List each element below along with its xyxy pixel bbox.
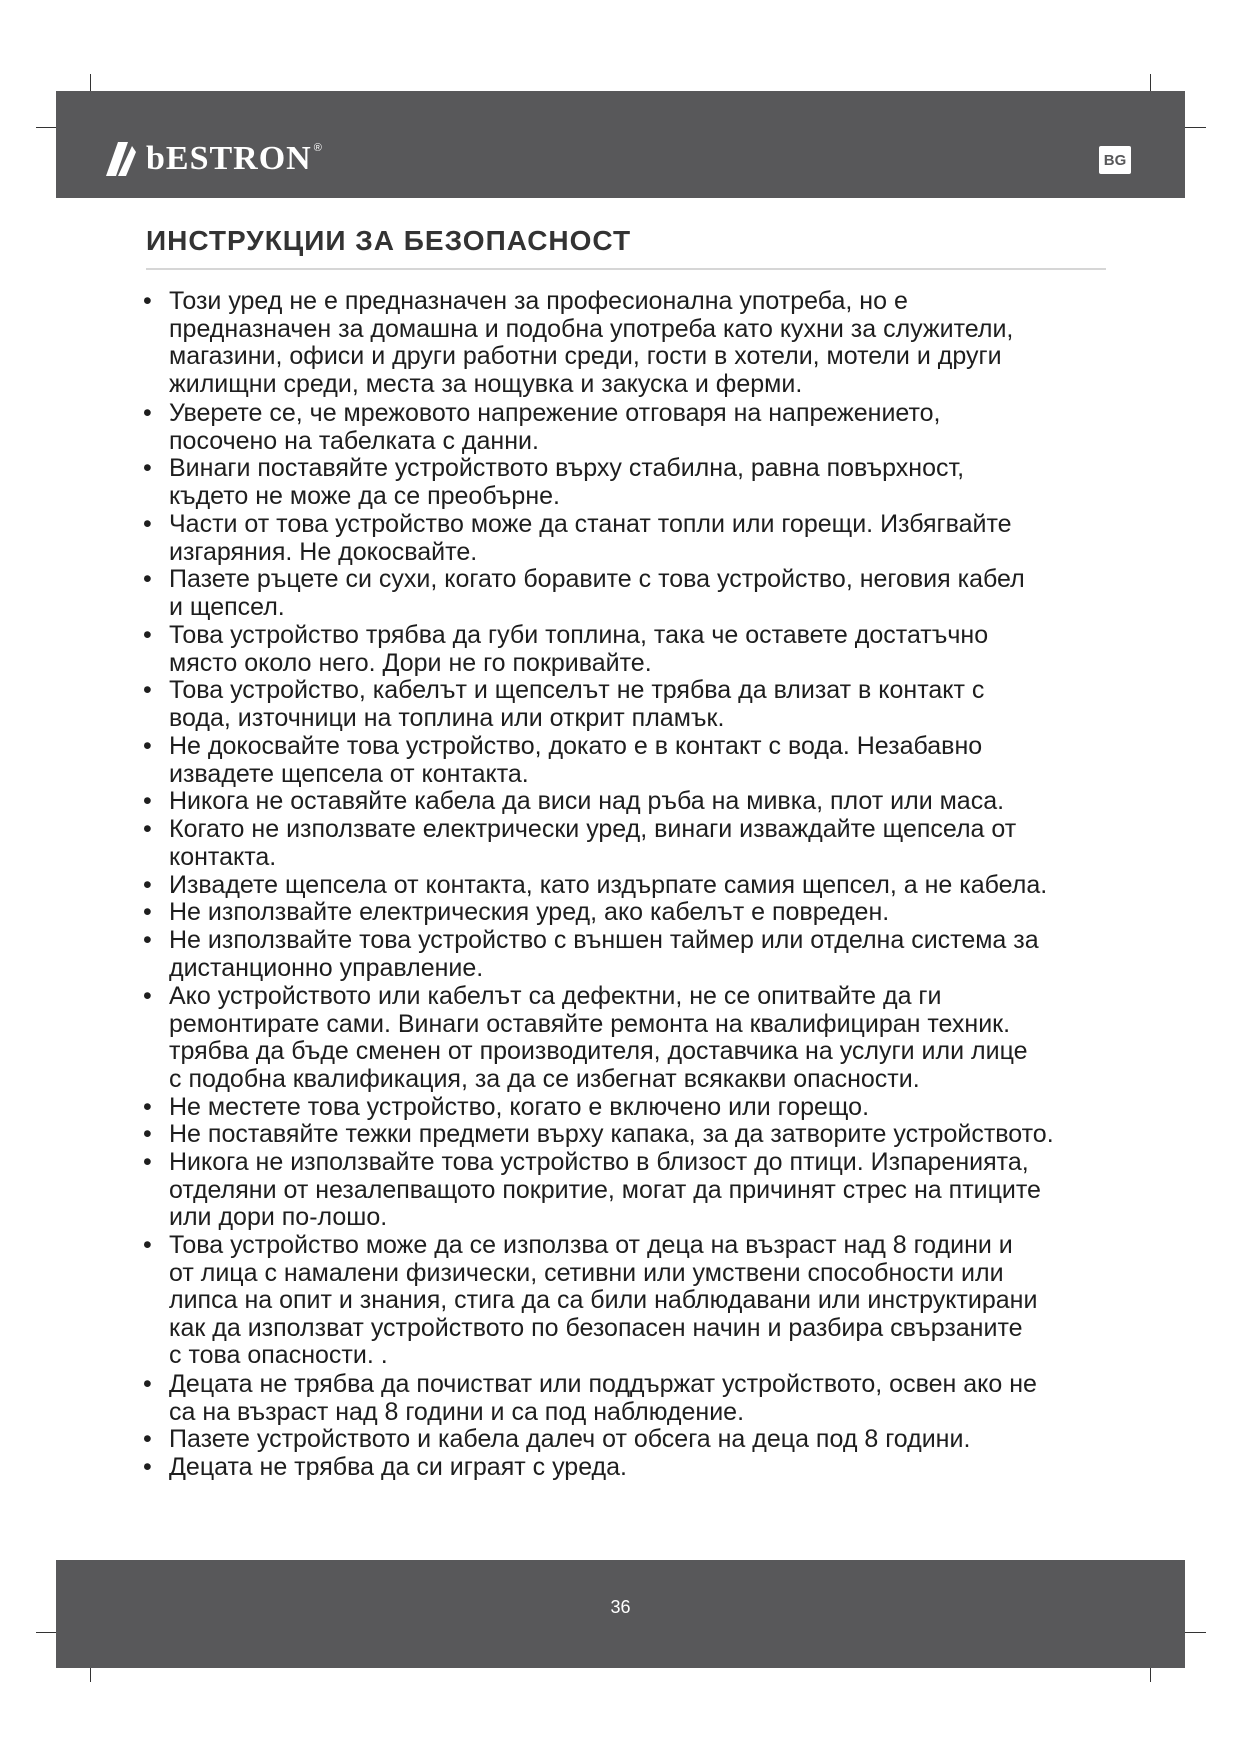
list-item-text: Никога не използвайте това устройство в близост до птици. Изпаренията, отделяни от незалепващото покритие, могат да причинят стрес на птиците или дори по-лошо. <box>169 1148 1041 1231</box>
list-item-text: Никога не оставяйте кабела да виси над ръба на мивка, плот или маса. <box>169 787 1005 815</box>
bullet-icon: • <box>143 454 152 482</box>
list-item-text: Не използвайте електрическия уред, ако кабелът е повреден. <box>169 898 890 926</box>
language-badge: BG <box>1099 146 1131 174</box>
list-item-text: Пазете ръцете си сухи, когато боравите с това устройство, неговия кабел и щепсел. <box>169 565 1025 621</box>
list-item-text: Не използвайте това устройство с външен таймер или отделна система за дистанционно управление. <box>169 926 1039 982</box>
bullet-icon: • <box>143 732 152 760</box>
list-item-text: Винаги поставяйте устройството върху стабилна, равна повърхност, където не може да се преобърне. <box>169 454 965 510</box>
list-item-text: Този уред не е предназначен за професионална употреба, но е предназначен за домашна и подобна употреба като кухни за служители, магазини, офиси и други работни среди, гости в хотели, мотели и други жилищни среди, места за нощувка и закуска и ферми. <box>169 287 1014 398</box>
bullet-icon: • <box>143 871 152 899</box>
list-item-text: Когато не използвате електрически уред, винаги изваждайте щепсела от контакта. <box>169 815 1017 871</box>
page-number: 36 <box>610 1597 631 1617</box>
bullet-icon: • <box>143 1370 152 1398</box>
list-item-text: Децата не трябва да си играят с уреда. <box>169 1453 627 1481</box>
list-item-text: Това устройство, кабелът и щепселът не трябва да влизат в контакт с вода, източници на топлина или открит пламък. <box>169 676 985 732</box>
header-bar <box>56 91 1185 198</box>
bullet-icon: • <box>143 287 152 315</box>
bullet-icon: • <box>143 926 152 954</box>
list-item-text: Децата не трябва да почистват или поддържат устройството, освен ако не са на възраст над 8 години и са под наблюдение. <box>169 1370 1037 1426</box>
brand-logo <box>106 142 322 176</box>
bullet-icon: • <box>143 676 152 704</box>
bullet-icon: • <box>143 1453 152 1481</box>
list-item-text: Това устройство трябва да губи топлина, така че оставете достатъчно място около него. Дори не го покривайте. <box>169 621 989 677</box>
registered-mark: ® <box>313 142 322 154</box>
bullet-icon: • <box>143 1093 152 1121</box>
bullet-icon: • <box>143 621 152 649</box>
bullet-icon: • <box>143 1425 152 1453</box>
bullet-icon: • <box>143 982 152 1010</box>
list-item-text: Пазете устройството и кабела далеч от обсега на деца под 8 години. <box>169 1425 971 1453</box>
list-item-text: Това устройство може да се използва от деца на възраст над 8 години и от лица с намалени физически, сетивни или умствени способности или липса на опит и знания, стига да са били наблюдавани или инструктирани как да използват устройството по безопасен начин и разбира свързаните с това опасности. . <box>169 1231 1038 1369</box>
list-item-text: Ако устройството или кабелът са дефектни, не се опитвайте да ги ремонтирате сами. Винаги оставяйте ремонта на квалифициран техник. трябва да бъде сменен от производителя, доставчика на услуги или лице с подобна квалификация, за да се избегнат всякакви опасности. <box>169 982 1028 1093</box>
bullet-icon: • <box>143 898 152 926</box>
brand-name: bESTRON <box>146 140 312 177</box>
list-item-text: Не местете това устройство, когато е включено или горещо. <box>169 1093 870 1121</box>
list-item-text: Извадете щепсела от контакта, като издърпате самия щепсел, а не кабела. <box>169 871 1048 899</box>
brand-chevron-icon <box>106 142 136 176</box>
bullet-icon: • <box>143 510 152 538</box>
bullet-icon: • <box>143 1120 152 1148</box>
bullet-icon: • <box>143 1148 152 1176</box>
bullet-icon: • <box>143 1231 152 1259</box>
list-item-text: Не поставяйте тежки предмети върху капака, за да затворите устройството. <box>169 1120 1054 1148</box>
bullet-icon: • <box>143 565 152 593</box>
list-item-text: Части от това устройство може да станат топли или горещи. Избягвайте изгаряния. Не докосвайте. <box>169 510 1012 566</box>
title-divider <box>146 268 1106 270</box>
list-item-text: Уверете се, че мрежовото напрежение отговаря на напрежението, посочено на табелката с данни. <box>169 399 941 455</box>
list-item-text: Не докосвайте това устройство, докато е в контакт с вода. Незабавно извадете щепсела от контакта. <box>169 732 983 788</box>
bullet-icon: • <box>143 815 152 843</box>
page-title: ИНСТРУКЦИИ ЗА БЕЗОПАСНОСТ <box>146 225 632 256</box>
bullet-icon: • <box>143 787 152 815</box>
footer-bar <box>56 1560 1185 1668</box>
bullet-icon: • <box>143 399 152 427</box>
